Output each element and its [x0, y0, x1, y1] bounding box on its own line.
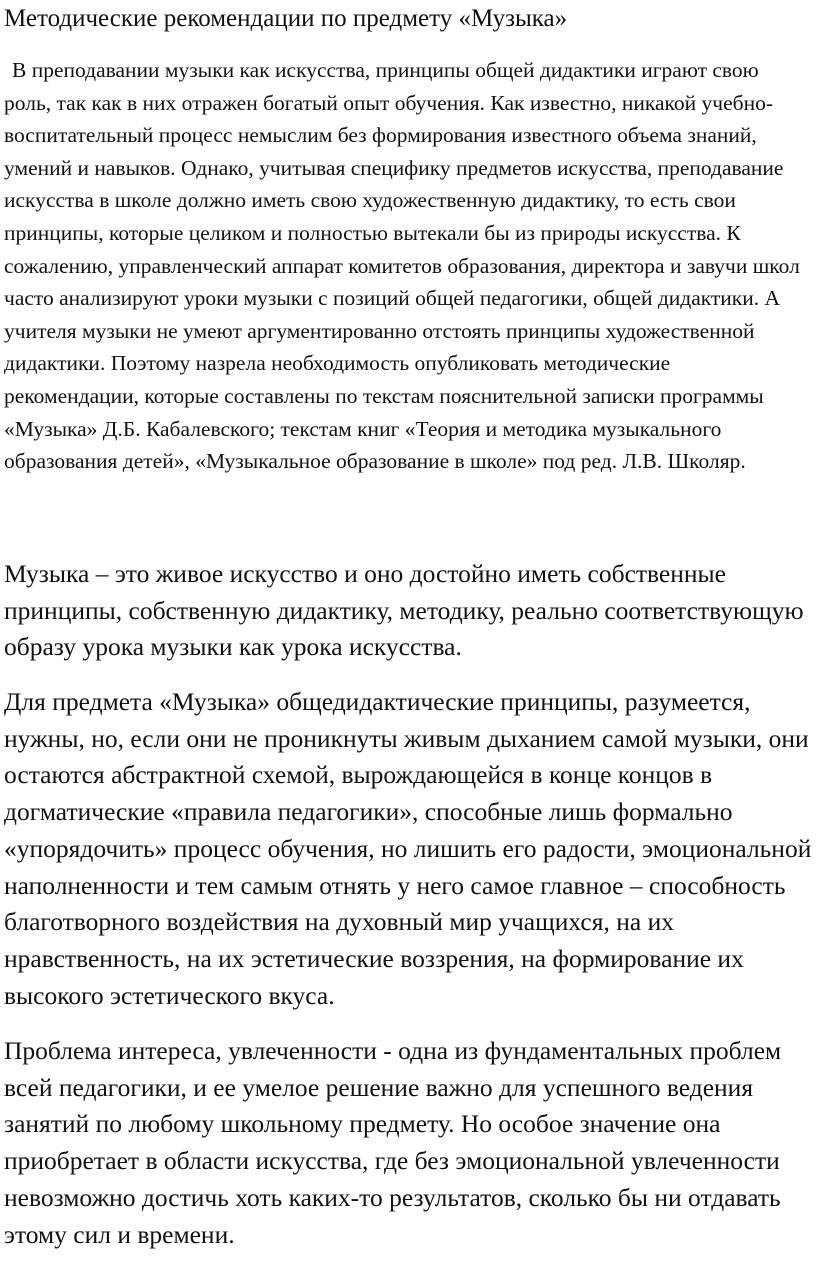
document-title: Методические рекомендации по предмету «Музыка»: [4, 5, 568, 32]
paragraph-music-art: Музыка – это живое искусство и оно достойно иметь собственные принципы, собственную дидактику, методику, реально соответствующую образу урока музыки как урока искусства.: [4, 559, 804, 662]
paragraph-didactic-principles: Для предмета «Музыка» общедидактические принципы, разумеется, нужны, но, если они не проникнуты живым дыханием самой музыки, они остаются абстрактной схемой, вырождающейся в конце концов в догматические «правила педагогики», способные лишь формально «упорядочить» процесс обучения, но лишить его радости, эмоциональной наполненности и тем самым отнять у него самое главное – способность благотворного воздействия на духовный мир учащихся, на их нравственность, на их эстетические воззрения, на формирование их высокого эстетического вкуса.: [4, 687, 812, 1010]
paragraph-intro: В преподавании музыки как искусства, принципы общей дидактики играют свою роль, так как в них отражен богатый опыт обучения. Как известно, никакой учебно-воспитательный процесс немыслим без формирования известного объема знаний, умений и навыков. Однако, учитывая специфику предметов искусства, преподавание искусства в школе должно иметь свою художественную дидактику, то есть свои принципы, которые целиком и полностью вытекали бы из природы искусства. К сожалению, управленческий аппарат комитетов образования, директора и завучи школ часто анализируют уроки музыки с позиций общей педагогики, общей дидактики. А учителя музыки не умеют аргументированно отстоять принципы художественной дидактики. Поэтому назрела необходимость опубликовать методические рекомендации, которые составлены по текстам пояснительной записки программы «Музыка» Д.Б. Кабалевского; текстам книг «Теория и методика музыкального образования детей», «Музыкальное образование в школе» под ред. Л.В. Школяр.: [4, 58, 800, 474]
paragraph-interest-problem: Проблема интереса, увлеченности - одна из фундаментальных проблем всей педагогики, и ее умелое решение важно для успешного ведения занятий по любому школьному предмету. Но особое значение она приобретает в области искусства, где без эмоциональной увлеченности невозможно достичь хоть каких-то результатов, сколько бы ни отдавать этому сил и времени.: [4, 1036, 782, 1249]
